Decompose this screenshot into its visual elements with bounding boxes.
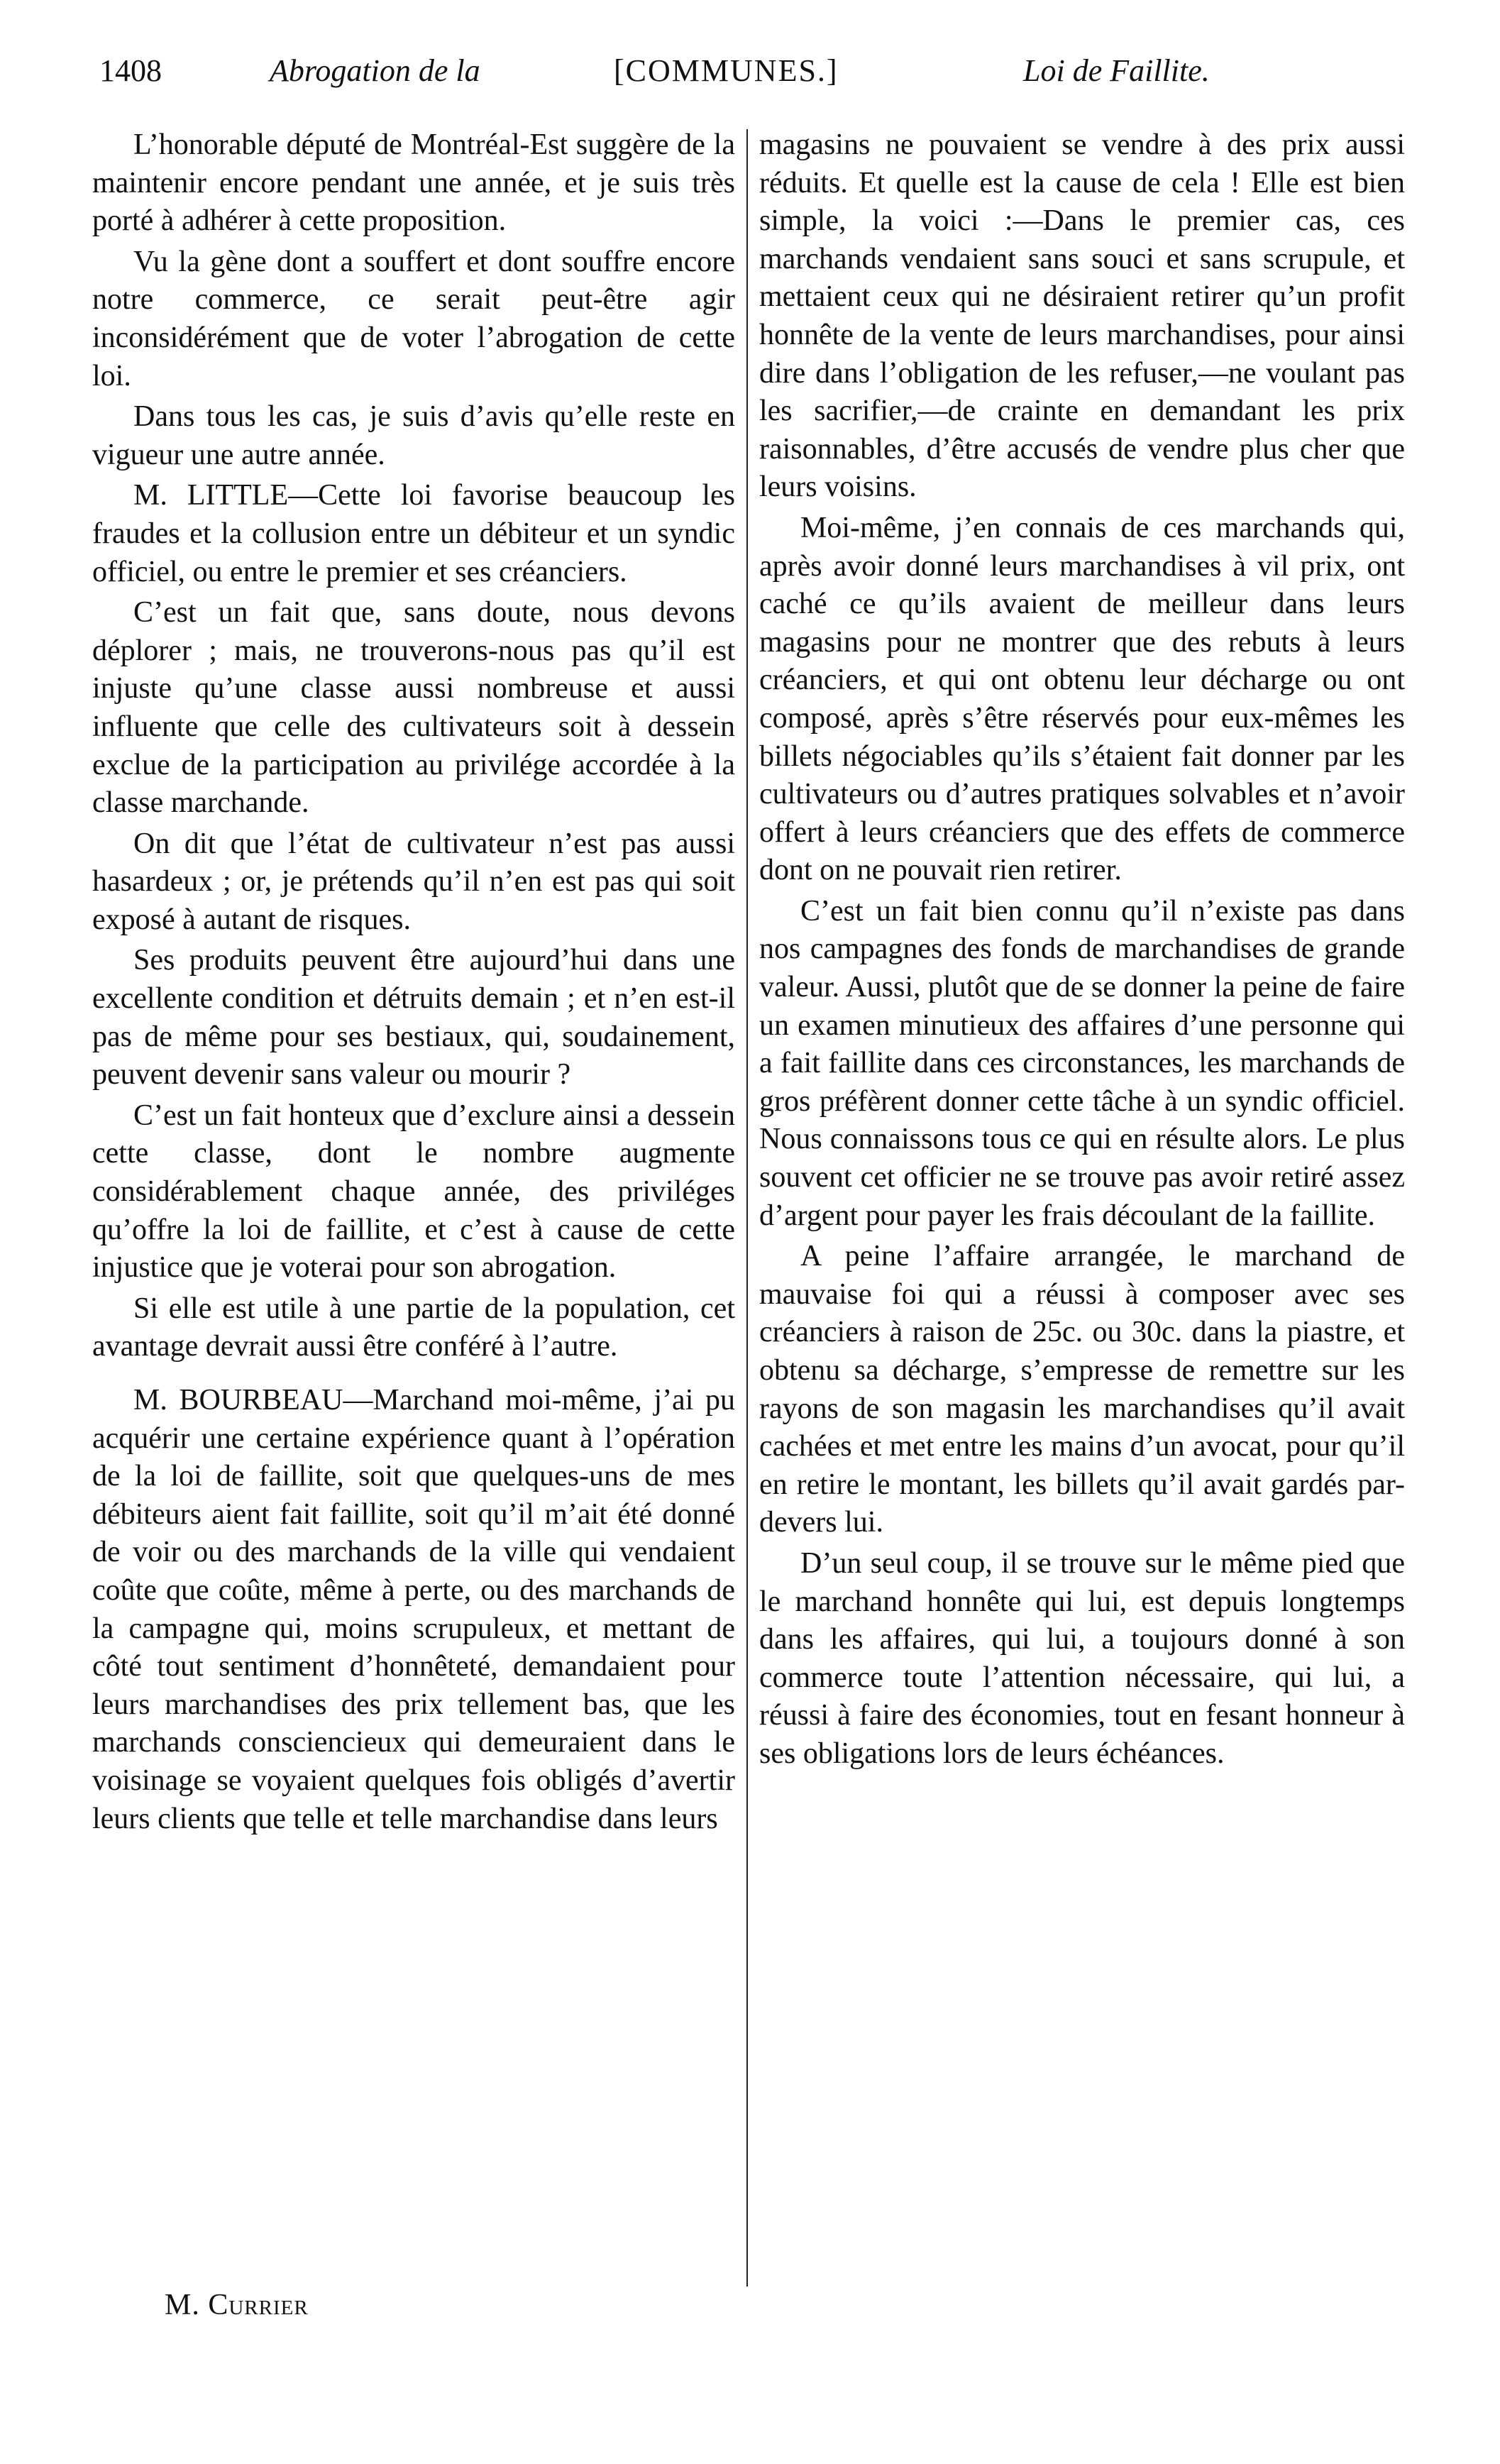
page-number: 1408 [99, 53, 162, 88]
column-divider [746, 129, 748, 2287]
paragraph: M. BOURBEAU—Marchand moi-même, j’ai pu acquérir une certaine expérience quant à l’opération de la loi de faillite, soit que quelques-uns de mes débiteurs aient fait faillite, soit qu’il m’ait été donné de voir ou des marchands de la ville qui vendaient coûte que coûte, même à perte, ou des marchands de la campagne qui, moins scrupuleux, et mettant de côté tout sentiment d’honnêteté, demandaient pour leurs marchandises des prix tellement bas, que les marchands consciencieux qui demeuraient dans le voisinage se voyaient quelques fois obligés d’avertir leurs clients que telle et telle marchandise dans leurs [92, 1384, 735, 1835]
header-center-title: [COMMUNES.] [614, 53, 839, 88]
paragraph: M. LITTLE—Cette loi favorise beaucoup les fraudes et la collusion entre un débiteur et un syndic officiel, ou entre le premier et ses créanciers. [92, 479, 735, 588]
paragraph: L’honorable député de Montréal-Est suggère de la maintenir encore pendant une année, et je suis très porté à adhérer à cette proposition. [92, 128, 735, 238]
paragraph: On dit que l’état de cultivateur n’est pas aussi hasardeux ; or, je prétends qu’il n’en est pas qui soit exposé à autant de risques. [92, 827, 735, 936]
paragraph: A peine l’affaire arrangée, le marchand de mauvaise foi qui a réussi à composer avec ses créanciers à raison de 25c. ou 30c. dans la piastre, et obtenu sa décharge, s’empresse de remettre sur les rayons de son magasin les marchandises qu’il avait cachées et met entre les mains d’un avocat, pour qu’il en retire le montant, les billets qu’il avait gardés par-devers lui. [759, 1240, 1405, 1539]
paragraph: C’est un fait honteux que d’exclure ainsi a dessein cette classe, dont le nombre augmente considérablement chaque année, des priviléges qu’offre la loi de faillite, et c’est à cause de cette injustice que je voterai pour son abrogation. [92, 1099, 735, 1285]
header-right-title: Loi de Faillite. [1023, 53, 1210, 88]
header-left-title: Abrogation de la [270, 53, 480, 88]
paragraph: C’est un fait bien connu qu’il n’existe pas dans nos campagnes des fonds de marchandises de grande valeur. Aussi, plutôt que de se donner la peine de faire un examen minutieux des affaires d’une personne qui a fait faillite dans ces circonstances, les marchands de gros préfèrent donner cette tâche à un syndic officiel. Nous connaissons tous ce qui en résulte alors. Le plus souvent cet officier ne se trouve pas avoir retiré assez d’argent pour payer les frais découlant de la faillite. [759, 894, 1405, 1232]
paragraph: Vu la gène dont a souffert et dont souffre encore notre commerce, ce serait peut-être agir inconsidérément que de voter l’abrogation de cette loi. [92, 245, 735, 392]
paragraph: C’est un fait que, sans doute, nous devons déplorer ; mais, ne trouverons-nous pas qu’il est injuste qu’une classe aussi nombreuse et aussi influente que celle des cultivateurs soit à dessein exclue de la participation au privilége accordée à la classe marchande. [92, 596, 735, 820]
paragraph: magasins ne pouvaient se vendre à des prix aussi réduits. Et quelle est la cause de cela ! Elle est bien simple, la voici :—Dans le premier cas, ces marchands vendaient sans souci et sans scrupule, et mettaient ceux qui ne désiraient retirer qu’un profit honnête de la vente de leurs marchandises, pour ainsi dire dans l’obligation de les refuser,—ne voulant pas les sacrifier,—de crainte en demandant les prix raisonnables, d’être accusés de vendre plus cher que leurs voisins. [759, 128, 1405, 504]
paragraph: Si elle est utile à une partie de la population, cet avantage devrait aussi être conféré à l’autre. [92, 1292, 735, 1363]
running-header [99, 53, 1298, 102]
paragraph: D’un seul coup, il se trouve sur le même pied que le marchand honnête qui lui, est depuis longtemps dans les affaires, qui lui, a toujours donné à son commerce toute l’attention nécessaire, qui lui, a réussi à faire des économies, tout en fesant honneur à ses obligations lors de leurs échéances. [759, 1546, 1405, 1770]
catchword: M. Currier [165, 2289, 309, 2321]
right-column [759, 126, 1405, 1776]
paragraph: Ses produits peuvent être aujourd’hui dans une excellente condition et détruits demain ; et n’en est-il pas de même pour ses bestiaux, qui, soudainement, peuvent devenir sans valeur ou mourir ? [92, 944, 735, 1091]
left-column [92, 126, 735, 1841]
paragraph: Dans tous les cas, je suis d’avis qu’elle reste en vigueur une autre année. [92, 400, 735, 471]
paragraph: Moi-même, j’en connais de ces marchands qui, après avoir donné leurs marchandises à vil prix, ont caché ce qu’ils avaient de meilleur dans leurs magasins pour ne montrer que des rebuts à leurs créanciers, et qui ont obtenu leur décharge ou ont composé, après s’être réservés pour eux-mêmes les billets négociables qu’ils s’étaient fait donner par les cultivateurs ou d’autres pratiques solvables et n’avoir offert à leurs créanciers que des effets de commerce dont on ne pouvait rien retirer. [759, 511, 1405, 887]
